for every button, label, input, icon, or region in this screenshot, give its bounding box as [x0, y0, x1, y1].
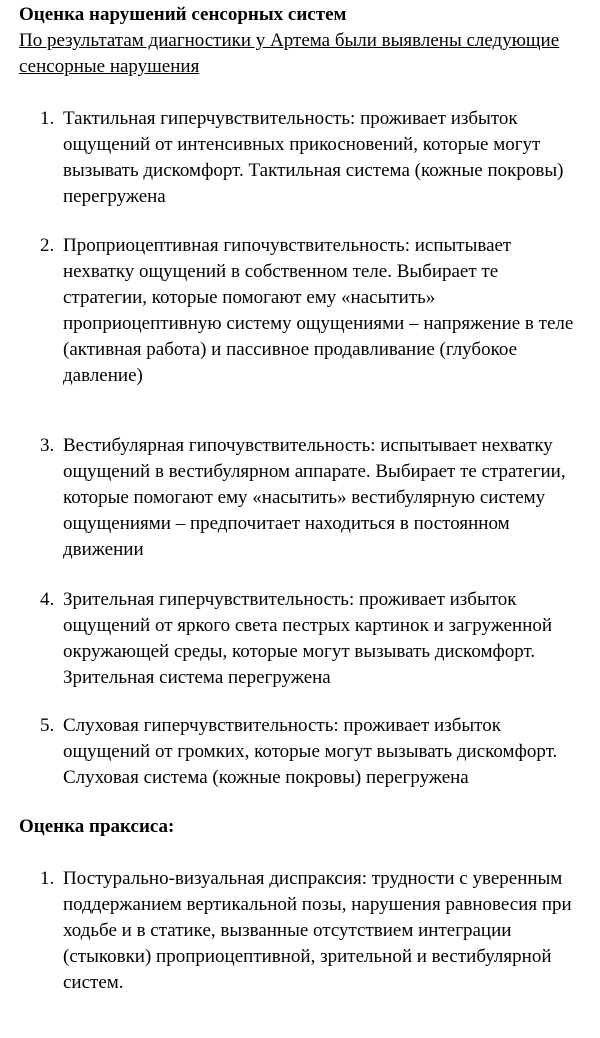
list-item-text: Зрительная гиперчувствительность: проживает избыток ощущений от яркого света пестрых картинок и загруженной окружающей среды, которые могут вызывать дискомфорт. Зрительная система перегружена	[63, 589, 553, 688]
list-item-number: 1.	[40, 108, 55, 129]
list-item	[0, 233, 583, 389]
section-subtitle: По результатам диагностики у Артема были выявлены следующие сенсорные нарушения	[19, 30, 560, 77]
sensory-list-item-2-wrap	[0, 233, 583, 389]
list-item	[0, 433, 583, 563]
list-item	[0, 106, 583, 210]
sensory-list-item-3-wrap	[0, 433, 583, 563]
list-item-number: 3.	[40, 435, 55, 456]
list-item-number: 5.	[40, 715, 55, 736]
section-title-sensory: Оценка нарушений сенсорных систем	[19, 4, 347, 25]
list-item	[0, 866, 583, 996]
list-item-number: 1.	[40, 868, 55, 889]
list-item-text: Тактильная гиперчувствительность: проживает избыток ощущений от интенсивных прикосновений, которые могут вызывать дискомфорт. Тактильная система (кожные покровы) перегружена	[63, 108, 564, 207]
list-item-text: Проприоцептивная гипочувствительность: испытывает нехватку ощущений в собственном теле. Выбирает те стратегии, которые помогают ему «насытить» проприоцептивную систему ощущениями – напряжение в теле (активная работа) и пассивное продавливание (глубокое давление)	[63, 235, 574, 386]
section-title-praxis: Оценка праксиса:	[19, 816, 175, 837]
sensory-list-item-4-wrap	[0, 587, 583, 691]
list-item-text: Постурально-визуальная диспраксия: трудности с уверенным поддержанием вертикальной позы, нарушения равновесия при ходьбе и в статике, вызванные отсутствием интеграции (стыковки) проприоцептивной, зрительной и вестибулярной систем.	[63, 868, 572, 993]
list-item-number: 2.	[40, 235, 55, 256]
sensory-list-item-5-wrap	[0, 713, 583, 791]
list-item-text: Слуховая гиперчувствительность: проживает избыток ощущений от громких, которые могут вызывать дискомфорт. Слуховая система (кожные покровы) перегружена	[63, 715, 558, 788]
praxis-list-item-1-wrap	[0, 866, 583, 996]
sensory-list-item-1-wrap	[0, 106, 583, 210]
list-item	[0, 587, 583, 691]
list-item	[0, 713, 583, 791]
list-item-number: 4.	[40, 589, 55, 610]
list-item-text: Вестибулярная гипочувствительность: испытывает нехватку ощущений в вестибулярном аппарате. Выбирает те стратегии, которые помогают ему «насытить» вестибулярную систему ощущениями – предпочитает находиться в постоянном движении	[63, 435, 566, 560]
